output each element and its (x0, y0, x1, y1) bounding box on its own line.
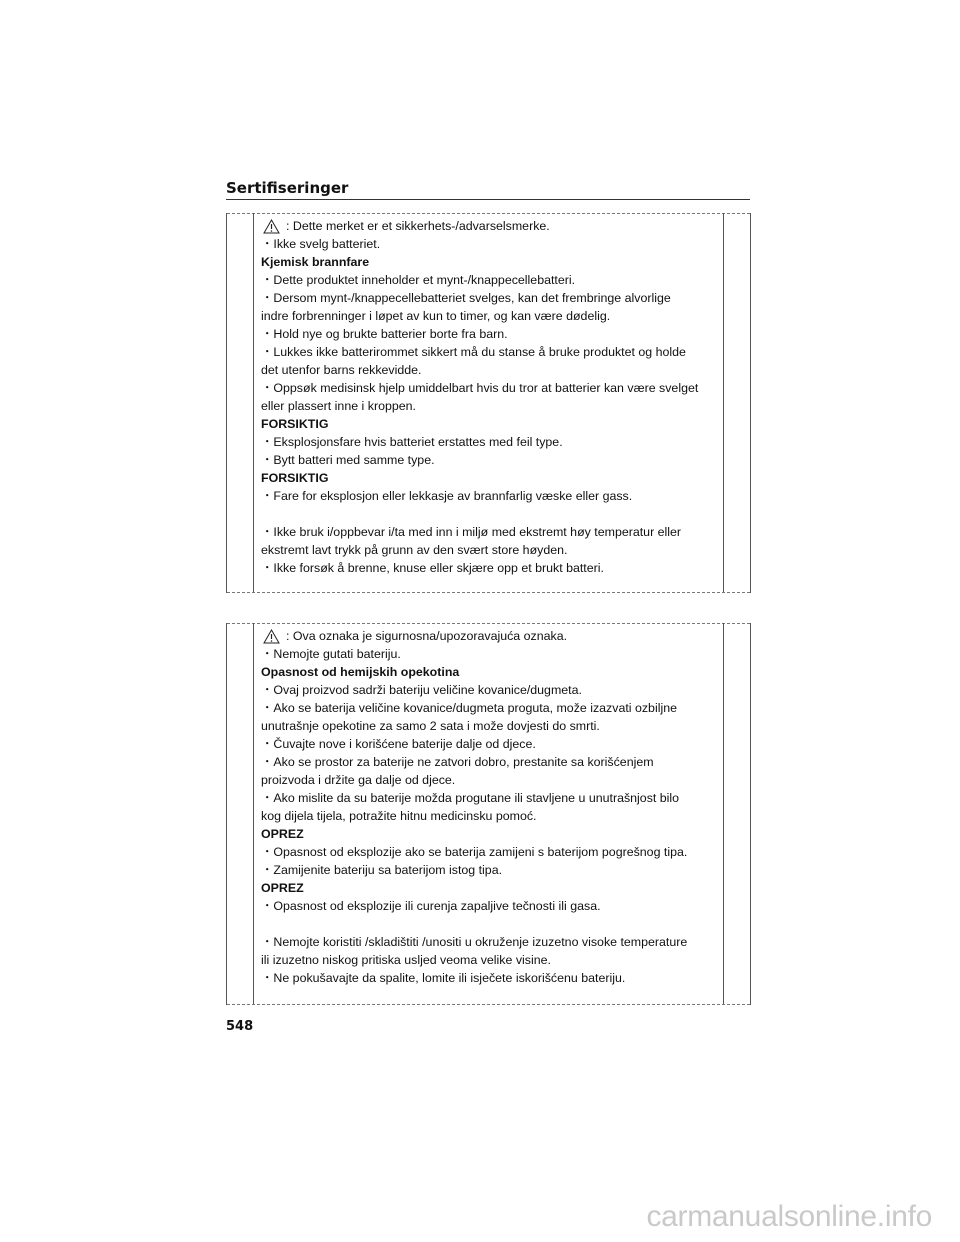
warning-text-line: ・Ikke svelg batteriet. (261, 237, 381, 251)
watermark: carmanualsonline.info (646, 1200, 932, 1233)
warning-text-line: unutrašnje opekotine za samo 2 sata i može dovjesti do smrti. (261, 719, 600, 733)
warning-heading: Kjemisk brannfare (261, 255, 370, 269)
warning-text-line: ・Zamijenite bateriju sa baterijom istog tipa. (261, 863, 503, 877)
left-column-rule (253, 213, 254, 593)
warning-content (261, 217, 711, 577)
croatian-warning-box (226, 623, 751, 1005)
warning-text-line: det utenfor barns rekkevidde. (261, 363, 422, 377)
warning-heading: OPREZ (261, 827, 304, 841)
warning-text-line: ili izuzetno niskog pritiska usljed veoma velike visine. (261, 953, 551, 967)
warning-text-line: ・Dette produktet inneholder et mynt-/knappecellebatteri. (261, 273, 576, 287)
warning-text-line: ・Ne pokušavajte da spalite, lomite ili isječete iskorišćenu bateriju. (261, 971, 626, 985)
warning-triangle-icon (263, 629, 280, 644)
warning-heading: Opasnost od hemijskih opekotina (261, 665, 460, 679)
page-number: 548 (226, 1019, 254, 1034)
warning-text-line: ・Ikke bruk i/oppbevar i/ta med inn i miljø med ekstremt høy temperatur eller (261, 525, 682, 539)
warning-text-line: ・Ovaj proizvod sadrži bateriju veličine kovanice/dugmeta. (261, 683, 582, 697)
warning-text-line: ・Dersom mynt-/knappecellebatteriet svelges, kan det frembringe alvorlige (261, 291, 671, 305)
warning-lines (261, 235, 711, 577)
right-column-rule (723, 623, 724, 1005)
paragraph-gap (261, 505, 711, 523)
warning-text-line: indre forbrenninger i løpet av kun to timer, og kan være dødelig. (261, 309, 611, 323)
warning-symbol-line (261, 217, 711, 235)
warning-heading: FORSIKTIG (261, 417, 329, 431)
warning-text-line: proizvoda i držite ga dalje od djece. (261, 773, 456, 787)
warning-text-line: ・Ikke forsøk å brenne, knuse eller skjære opp et brukt batteri. (261, 561, 604, 575)
norwegian-warning-box (226, 213, 751, 593)
right-column-rule (723, 213, 724, 593)
warning-text-line: ・Hold nye og brukte batterier borte fra barn. (261, 327, 508, 341)
warning-content (261, 627, 711, 987)
warning-text-line: kog dijela tijela, potražite hitnu medicinsku pomoć. (261, 809, 537, 823)
warning-text-line: ・Nemojte gutati bateriju. (261, 647, 401, 661)
warning-lines (261, 645, 711, 987)
warning-text-line: ・Oppsøk medisinsk hjelp umiddelbart hvis du tror at batterier kan være svelget (261, 381, 699, 395)
paragraph-gap (261, 915, 711, 933)
left-column-rule (253, 623, 254, 1005)
warning-text-line: ・Ako mislite da su baterije možda progutane ili stavljene u unutrašnjost bilo (261, 791, 680, 805)
warning-text-line: ・Ako se prostor za baterije ne zatvori dobro, prestanite sa korišćenjem (261, 755, 654, 769)
warning-text-line: ・Bytt batteri med samme type. (261, 453, 435, 467)
warning-heading: OPREZ (261, 881, 304, 895)
warning-symbol-line (261, 627, 711, 645)
warning-text-line: ・Čuvajte nove i korišćene baterije dalje od djece. (261, 737, 536, 751)
warning-triangle-icon (263, 219, 280, 234)
warning-text-line: ・Lukkes ikke batterirommet sikkert må du stanse å bruke produktet og holde (261, 345, 686, 359)
warning-text-line: ・Ako se baterija veličine kovanice/dugmeta proguta, može izazvati ozbiljne (261, 701, 677, 715)
warning-symbol-text: : Ova oznaka je sigurnosna/upozoravajuća oznaka. (286, 629, 568, 643)
warning-heading: FORSIKTIG (261, 471, 329, 485)
warning-text-line: ・Opasnost od eksplozije ako se baterija zamijeni s baterijom pogrešnog tipa. (261, 845, 688, 859)
warning-text-line: ・Fare for eksplosjon eller lekkasje av brannfarlig væske eller gass. (261, 489, 633, 503)
warning-text-line: ekstremt lavt trykk på grunn av den svært store høyden. (261, 543, 568, 557)
warning-text-line: ・Nemojte koristiti /skladištiti /unositi u okruženje izuzetno visoke temperature (261, 935, 688, 949)
title-divider (226, 199, 750, 200)
section-title: Sertifiseringer (226, 179, 349, 197)
warning-text-line: ・Eksplosjonsfare hvis batteriet erstattes med feil type. (261, 435, 563, 449)
warning-text-line: ・Opasnost od eksplozije ili curenja zapaljive tečnosti ili gasa. (261, 899, 601, 913)
warning-symbol-text: : Dette merket er et sikkerhets-/advarselsmerke. (286, 219, 550, 233)
warning-text-line: eller plassert inne i kroppen. (261, 399, 416, 413)
